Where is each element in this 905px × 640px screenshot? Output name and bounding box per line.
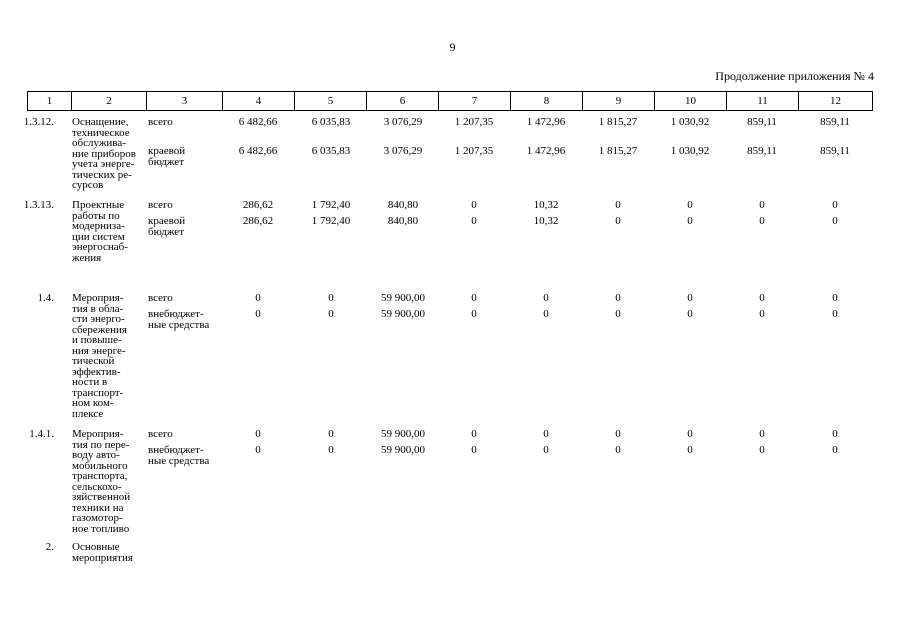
value-cell: 59 900,00 [381, 292, 425, 304]
header-col-12: 12 [799, 92, 873, 111]
row-name-line: жения [72, 251, 102, 264]
funding-source: краевой [148, 215, 186, 227]
value-cell: 1 472,96 [526, 145, 566, 157]
header-col-10: 10 [655, 92, 727, 111]
funding-source: ные средства [148, 318, 210, 331]
row-name-line: тия в обла- [72, 302, 124, 315]
row-name-line: сти энерго- [72, 313, 125, 325]
value-cell: 0 [832, 215, 838, 227]
value-cell: 0 [759, 215, 765, 227]
value-cell: 0 [687, 215, 693, 227]
row-name-line: ности в [72, 376, 108, 388]
appendix-continuation-note: Продолжение приложения № 4 [715, 69, 874, 83]
row-name-line: ции систем [72, 230, 125, 243]
header-col-2: 2 [72, 92, 147, 111]
value-cell: 1 472,96 [526, 116, 566, 128]
row-name-line: Проектные [72, 199, 125, 211]
value-cell: 6 482,66 [238, 145, 278, 157]
value-cell: 6 035,83 [311, 145, 351, 157]
row-name-line: эффектив- [72, 365, 121, 378]
column-number-header [27, 91, 873, 111]
row-name-line: техническое [72, 126, 130, 139]
value-cell: 859,11 [820, 145, 850, 157]
value-cell: 0 [759, 292, 765, 304]
value-cell: 286,62 [242, 199, 274, 211]
header-col-11: 11 [727, 92, 799, 111]
value-cell: 59 900,00 [381, 308, 425, 320]
funding-source: краевой [148, 145, 186, 157]
value-cell: 0 [615, 292, 621, 304]
value-cell: 1 815,27 [598, 116, 638, 128]
value-cell: 10,32 [533, 199, 559, 211]
value-cell: 0 [615, 444, 621, 456]
value-cell: 10,32 [533, 215, 559, 227]
row-name-line: ния энерге- [72, 344, 126, 357]
row-code: 1.3.13. [23, 199, 54, 211]
value-cell: 0 [328, 428, 334, 440]
value-cell: 0 [832, 199, 838, 211]
value-cell: 0 [759, 444, 765, 456]
row-name-line: сурсов [72, 179, 104, 191]
value-cell: 1 815,27 [598, 145, 638, 157]
value-cell: 0 [615, 428, 621, 440]
row-name-line: плексе [72, 407, 104, 420]
value-cell: 0 [832, 308, 838, 320]
funding-source: бюджет [148, 155, 184, 168]
header-col-3: 3 [147, 92, 223, 111]
value-cell: 0 [543, 444, 549, 456]
value-cell: 0 [832, 444, 838, 456]
value-cell: 0 [471, 199, 477, 211]
funding-source: внебюджет- [148, 308, 204, 320]
row-code: 1.3.12. [23, 116, 54, 128]
value-cell: 859,11 [747, 116, 777, 128]
value-cell: 0 [687, 292, 693, 304]
row-name-line: Мероприя- [72, 292, 124, 304]
row-name-line: энергоснаб- [72, 241, 128, 253]
value-cell: 0 [759, 199, 765, 211]
value-cell: 0 [615, 308, 621, 320]
value-cell: 0 [471, 292, 477, 304]
value-cell: 0 [255, 444, 261, 456]
value-cell: 0 [255, 308, 261, 320]
value-cell: 0 [543, 308, 549, 320]
row-code: 2. [45, 541, 54, 553]
row-name-line: Мероприя- [72, 428, 124, 440]
row-name-line: Оснащение, [72, 116, 129, 128]
value-cell: 0 [832, 292, 838, 304]
value-cell: 0 [687, 199, 693, 211]
row-name-line: техники на [72, 501, 124, 514]
value-cell: 0 [543, 428, 549, 440]
row-code: 1.4. [37, 292, 54, 304]
row-name-line: зяйственной [72, 491, 131, 503]
header-col-4: 4 [223, 92, 295, 111]
value-cell: 1 207,35 [454, 116, 494, 128]
row-name-line: сельскохо- [72, 480, 122, 493]
value-cell: 0 [615, 215, 621, 227]
value-cell: 0 [687, 444, 693, 456]
value-cell: 0 [687, 308, 693, 320]
value-cell: 0 [328, 292, 334, 304]
value-cell: 1 030,92 [670, 145, 710, 157]
value-cell: 0 [328, 308, 334, 320]
value-cell: 0 [328, 444, 334, 456]
value-cell: 0 [832, 428, 838, 440]
value-cell: 840,80 [387, 199, 419, 211]
row-name-line: воду авто- [72, 449, 120, 461]
row-name-line: газомотор- [72, 512, 123, 524]
row-name-line: мероприятия [72, 551, 133, 564]
value-cell: 286,62 [242, 215, 274, 227]
row-name-line: тия по пере- [72, 438, 130, 451]
row-code: 1.4.1. [29, 428, 54, 440]
value-cell: 859,11 [820, 116, 850, 128]
value-cell: 0 [471, 308, 477, 320]
row-name-line: тических ре- [72, 168, 132, 181]
value-cell: 0 [255, 292, 261, 304]
value-cell: 0 [471, 428, 477, 440]
funding-source: всего [148, 199, 173, 211]
row-name-line: Основные [72, 541, 120, 553]
row-name-line: учета энерге- [72, 158, 135, 170]
row-name-line: модерниза- [72, 220, 125, 232]
row-name-line: обслужива- [72, 137, 126, 149]
value-cell: 59 900,00 [381, 428, 425, 440]
value-cell: 3 076,29 [383, 116, 423, 128]
funding-source: внебюджет- [148, 444, 204, 456]
value-cell: 1 792,40 [311, 199, 351, 211]
funding-source: ные средства [148, 454, 210, 467]
value-cell: 0 [687, 428, 693, 440]
value-cell: 1 792,40 [311, 215, 351, 227]
funding-source: всего [148, 292, 173, 304]
value-cell: 59 900,00 [381, 444, 425, 456]
page-number: 9 [449, 40, 456, 54]
value-cell: 840,80 [387, 215, 419, 227]
value-cell: 0 [615, 199, 621, 211]
value-cell: 0 [255, 428, 261, 440]
value-cell: 0 [543, 292, 549, 304]
header-col-9: 9 [583, 92, 655, 111]
row-name-line: транспорт- [72, 386, 124, 399]
value-cell: 0 [471, 444, 477, 456]
value-cell: 859,11 [747, 145, 777, 157]
row-name-line: тической [72, 355, 115, 367]
header-col-8: 8 [511, 92, 583, 111]
value-cell: 6 035,83 [311, 116, 351, 128]
value-cell: 0 [759, 308, 765, 320]
row-name-line: ном ком- [72, 397, 114, 409]
value-cell: 1 030,92 [670, 116, 710, 128]
header-col-1: 1 [28, 92, 72, 111]
row-name-line: работы по [72, 209, 120, 222]
value-cell: 0 [471, 215, 477, 227]
header-col-5: 5 [295, 92, 367, 111]
value-cell: 6 482,66 [238, 116, 278, 128]
row-name-line: мобильного [72, 459, 128, 472]
row-name-line: сбережения [72, 323, 127, 336]
header-col-6: 6 [367, 92, 439, 111]
value-cell: 0 [759, 428, 765, 440]
header-col-7: 7 [439, 92, 511, 111]
funding-source: бюджет [148, 225, 184, 238]
funding-source: всего [148, 116, 173, 128]
funding-source: всего [148, 428, 173, 440]
row-name-line: ние приборов [72, 147, 136, 160]
row-name-line: ное топливо [72, 522, 130, 535]
value-cell: 1 207,35 [454, 145, 494, 157]
row-name-line: и повыше- [72, 334, 122, 346]
value-cell: 3 076,29 [383, 145, 423, 157]
row-name-line: транспорта, [72, 470, 128, 482]
